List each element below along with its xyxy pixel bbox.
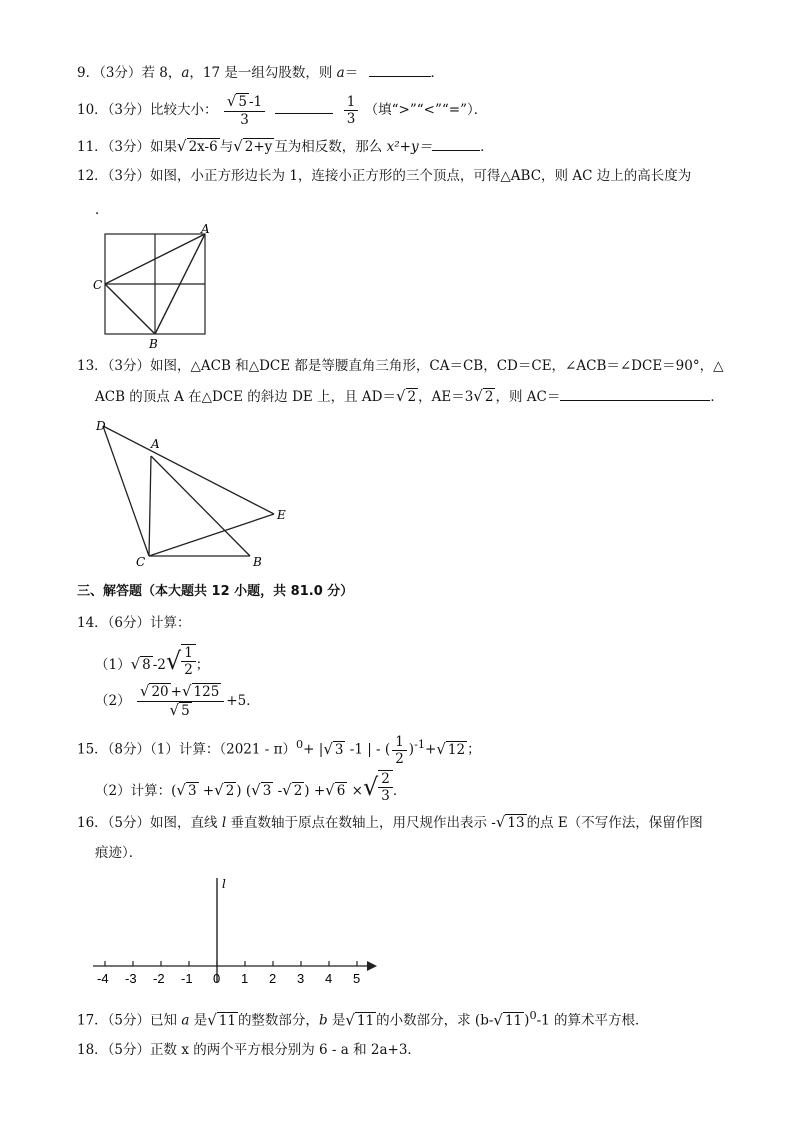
question-13-continuation: ACB 的顶点 A 在△DCE 的斜边 DE 上，且 AD＝ √ 2 ，AE＝3 √ 2 ，则 AC＝ ． bbox=[95, 387, 724, 405]
tick-label: 1 bbox=[241, 971, 249, 986]
question-12-continuation: ． bbox=[95, 202, 109, 218]
fraction: √ 5 -1 3 bbox=[224, 93, 265, 128]
question-number: 16．（5分） bbox=[77, 815, 151, 831]
question-10: 10．（3分）比较大小： √ 5 -1 3 $\frac{1}{3}$ （填“>”“<”“=”）． bbox=[77, 92, 488, 128]
question-14-part-2: （2） √ 20 + √ 125 √ 5 +5． bbox=[95, 682, 260, 719]
vertex-c-label: C bbox=[93, 278, 103, 292]
vertex-c-label: C bbox=[136, 555, 146, 568]
question-9: 9．（3分）若 8，a，17 是一组勾股数，则 a＝ ． bbox=[77, 62, 444, 83]
tick-label: 3 bbox=[297, 971, 305, 986]
vertex-a-label: A bbox=[151, 437, 160, 451]
question-17: 17．（5分）已知 a 是 √ 11 的整数部分，b 是 √ 11 的小数部分，求 (b- √ 11 )$^0$-1 的算术平方根． bbox=[77, 1009, 649, 1029]
tick-label: -1 bbox=[181, 971, 193, 986]
figure-q12-grid bbox=[88, 222, 218, 350]
question-number: 9．（3分） bbox=[77, 65, 142, 81]
tick-label: 0 bbox=[213, 971, 221, 986]
tick-label: 5 bbox=[353, 971, 361, 986]
tick-label: -2 bbox=[153, 971, 165, 986]
side-ab bbox=[151, 456, 250, 556]
question-14-part-1: （1） √ 8 -2 √ $\frac{1}{2}$ ； bbox=[95, 645, 210, 678]
side-de bbox=[103, 426, 274, 514]
section-heading: 三、解答题（本大题共 12 小题，共 81.0 分） bbox=[77, 584, 354, 599]
tick-label: -4 bbox=[97, 971, 109, 986]
answer-blank bbox=[432, 136, 480, 151]
question-11: 11．（3分）如果 √ 2x-6 与 √ 2+y 互为相反数，那么 x²+y＝ ． bbox=[77, 137, 494, 155]
tick-label: -3 bbox=[125, 971, 137, 986]
question-number: 14．（6分） bbox=[77, 615, 151, 631]
side-ac bbox=[149, 456, 151, 556]
figure-q16-number-line bbox=[88, 870, 388, 990]
question-16-continuation: 痕迹）． bbox=[95, 845, 143, 861]
axis-arrow-icon bbox=[367, 961, 377, 971]
question-15-part-2: （2）计算：( √ 3 + √ 2 ) ( √ 3 - √ 2 ) + √ 6 × √ $\frac{2}{3}$ ． bbox=[95, 771, 407, 804]
question-14: 14．（6分）计算： bbox=[77, 615, 191, 631]
question-number: 12．（3分） bbox=[77, 168, 151, 184]
figure-q13-triangles bbox=[88, 416, 298, 568]
question-number: 17．（5分） bbox=[77, 1012, 151, 1029]
sqrt: √ 2x-6 bbox=[177, 137, 218, 155]
question-15: 15．（8分）（1）计算：（2021 - π）$^0$+ | √ 3 -1 | - ( $\frac{1}{2}$ )$^{-1}$+ √ 12 ； bbox=[77, 733, 481, 767]
fraction: $\frac{1}{3}$ bbox=[344, 94, 359, 127]
line-l-label: l bbox=[222, 877, 226, 891]
vertex-b-label: B bbox=[253, 555, 262, 568]
question-number: 18．（5分） bbox=[77, 1042, 151, 1058]
answer-blank bbox=[369, 62, 431, 77]
question-13: 13．（3分）如图，△ACB 和△DCE 都是等腰直角三角形，CA＝CB，CD＝CE，∠ACB＝∠DCE＝90°，△ bbox=[77, 358, 724, 374]
side-cb bbox=[105, 284, 155, 334]
vertex-d-label: D bbox=[96, 419, 106, 433]
vertex-b-label: B bbox=[149, 337, 158, 350]
question-number: 13．（3分） bbox=[77, 358, 151, 374]
question-number: 15．（8分） bbox=[77, 741, 151, 758]
answer-blank bbox=[560, 386, 710, 401]
vertex-a-label: A bbox=[201, 222, 210, 236]
answer-blank bbox=[275, 99, 333, 114]
vertex-e-label: E bbox=[277, 508, 286, 522]
tick-label: 4 bbox=[325, 971, 333, 986]
question-12: 12．（3分）如图，小正方形边长为 1，连接小正方形的三个顶点，可得△ABC，则 AC 边上的高长度为 bbox=[77, 168, 692, 184]
question-number: 10．（3分） bbox=[77, 102, 151, 118]
tick-label: 2 bbox=[269, 971, 277, 986]
sqrt: √ 2+y bbox=[233, 137, 273, 155]
question-18: 18．（5分）正数 x 的两个平方根分别为 6 - a 和 2a+3． bbox=[77, 1042, 421, 1058]
question-number: 11．（3分） bbox=[77, 139, 151, 155]
question-16: 16．（5分）如图，直线 l 垂直数轴于原点在数轴上，用尺规作出表示 - √ 13 的点 E（不写作法，保留作图 bbox=[77, 813, 703, 831]
side-ce bbox=[149, 514, 274, 556]
